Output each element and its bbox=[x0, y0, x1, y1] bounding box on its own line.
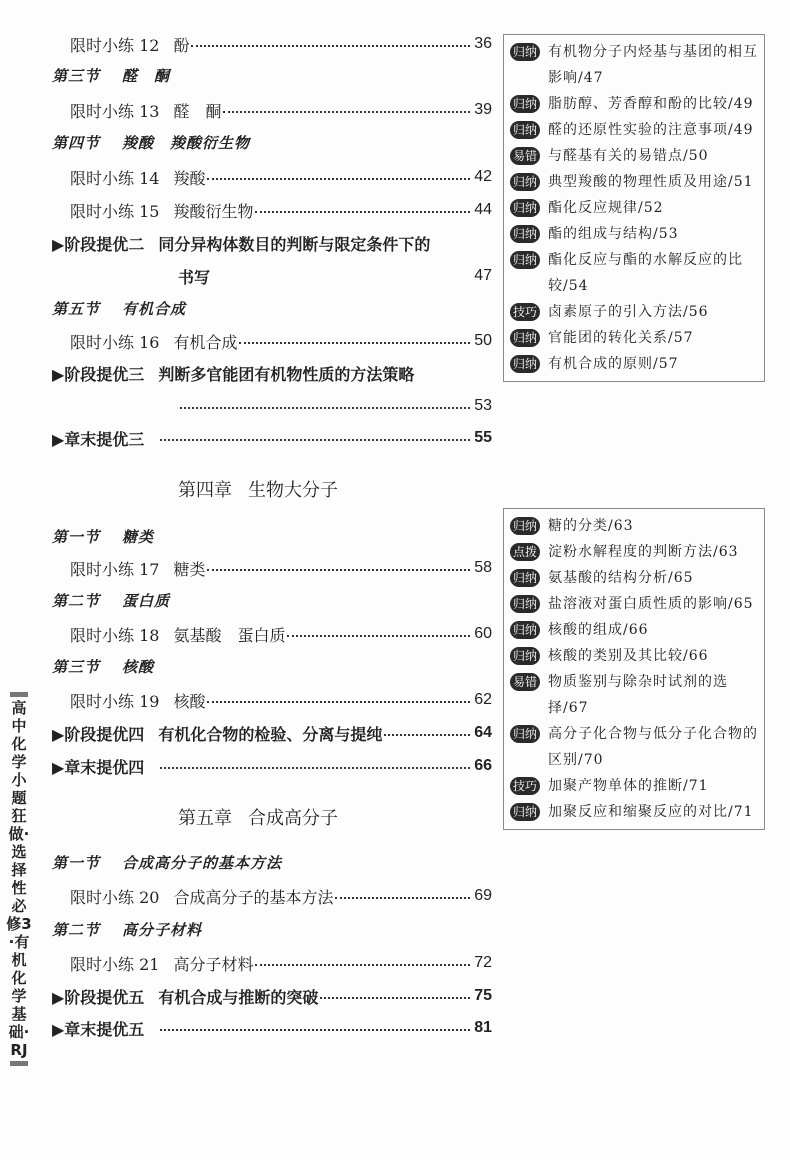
exercise-entry[interactable] bbox=[70, 196, 492, 224]
tip-tag-badge: 易错 bbox=[510, 673, 540, 691]
page-number: 44 bbox=[474, 201, 492, 218]
tip-item[interactable] bbox=[510, 195, 758, 221]
heading-title: 糖类 bbox=[122, 528, 155, 546]
section-heading bbox=[52, 656, 154, 677]
stage-entry[interactable] bbox=[52, 1014, 492, 1042]
tip-item[interactable] bbox=[510, 539, 758, 565]
heading-number: 第一节 bbox=[52, 854, 101, 872]
tip-text: 淀粉水解程度的判断方法/63 bbox=[548, 544, 739, 560]
heading-number: 第三节 bbox=[52, 67, 101, 85]
tip-item[interactable] bbox=[510, 669, 758, 721]
stage-entry[interactable] bbox=[52, 719, 492, 747]
tip-tag-badge: 归纳 bbox=[510, 43, 540, 61]
entry-title: 有机化合物的检验、分离与提纯 bbox=[158, 724, 383, 744]
dot-leader bbox=[160, 439, 470, 441]
exercise-entry[interactable] bbox=[70, 96, 492, 124]
stage-entry[interactable] bbox=[52, 752, 492, 780]
entry-title: 羧酸衍生物 bbox=[173, 201, 254, 221]
tip-tag-badge: 归纳 bbox=[510, 595, 540, 613]
entry-label: 限时小练 17 bbox=[70, 559, 160, 579]
tip-text: 高分子化合物与低分子化合物的区别/70 bbox=[548, 726, 759, 768]
entry-label: ▶章末提优四 bbox=[52, 757, 145, 777]
dot-leader bbox=[207, 569, 470, 571]
dot-leader bbox=[287, 635, 470, 637]
dot-leader bbox=[255, 964, 470, 966]
heading-number: 第二节 bbox=[52, 921, 101, 939]
tip-tag-badge: 归纳 bbox=[510, 225, 540, 243]
entry-title: 有机合成 bbox=[173, 332, 238, 352]
tips-box-2 bbox=[503, 508, 765, 830]
entry-title: 判断多官能团有机物性质的方法策略 bbox=[158, 364, 415, 384]
section-heading bbox=[52, 298, 186, 319]
page-number: 58 bbox=[474, 559, 492, 576]
tip-text: 酯化反应与酯的水解反应的比较/54 bbox=[548, 252, 744, 294]
tip-item[interactable] bbox=[510, 773, 758, 799]
page-number: 62 bbox=[474, 691, 492, 708]
page-number: 69 bbox=[474, 887, 492, 904]
tip-item[interactable] bbox=[510, 565, 758, 591]
tip-item[interactable] bbox=[510, 799, 758, 825]
dot-leader bbox=[191, 45, 470, 47]
heading-number: 第三节 bbox=[52, 658, 101, 676]
dot-leader bbox=[335, 897, 470, 899]
tip-item[interactable] bbox=[510, 143, 758, 169]
tip-text: 加聚产物单体的推断/71 bbox=[548, 778, 709, 794]
dot-leader bbox=[320, 997, 470, 999]
tip-text: 加聚反应和缩聚反应的对比/71 bbox=[548, 804, 754, 820]
tip-text: 有机合成的原则/57 bbox=[548, 356, 679, 372]
section-heading bbox=[52, 919, 202, 940]
stage-entry[interactable] bbox=[52, 982, 492, 1010]
exercise-entry[interactable] bbox=[70, 686, 492, 714]
tip-tag-badge: 归纳 bbox=[510, 355, 540, 373]
dot-leader bbox=[180, 407, 470, 409]
dot-leader bbox=[160, 767, 470, 769]
tip-text: 核酸的组成/66 bbox=[548, 622, 649, 638]
entry-title: 同分异构体数目的判断与限定条件下的 bbox=[158, 234, 431, 254]
heading-title: 生物大分子 bbox=[248, 480, 338, 500]
heading-title: 核酸 bbox=[122, 658, 155, 676]
tip-tag-badge: 归纳 bbox=[510, 199, 540, 217]
tip-tag-badge: 归纳 bbox=[510, 647, 540, 665]
entry-label: 限时小练 20 bbox=[70, 887, 160, 907]
page-number: 36 bbox=[474, 35, 492, 52]
heading-number: 第五章 bbox=[178, 808, 232, 828]
exercise-entry[interactable] bbox=[70, 949, 492, 977]
entry-label: 限时小练 18 bbox=[70, 625, 160, 645]
tip-text: 醛的还原性实验的注意事项/49 bbox=[548, 122, 754, 138]
page-number: 39 bbox=[474, 101, 492, 118]
tip-item[interactable] bbox=[510, 169, 758, 195]
spine-title bbox=[6, 690, 32, 1068]
entry-title: 酚 bbox=[173, 35, 190, 55]
exercise-entry[interactable] bbox=[70, 554, 492, 582]
chapter-heading bbox=[178, 476, 338, 502]
entry-label: ▶阶段提优三 bbox=[52, 364, 145, 384]
page-number: 50 bbox=[474, 332, 492, 349]
entry-label: 限时小练 21 bbox=[70, 954, 160, 974]
tip-item[interactable] bbox=[510, 117, 758, 143]
page-number: 66 bbox=[474, 757, 492, 774]
tip-text: 脂肪醇、芳香醇和酚的比较/49 bbox=[548, 96, 754, 112]
section-heading bbox=[52, 132, 250, 153]
page-number: 60 bbox=[474, 625, 492, 642]
heading-title: 有机合成 bbox=[122, 300, 187, 318]
section-heading bbox=[52, 526, 154, 547]
exercise-entry[interactable] bbox=[70, 882, 492, 910]
tip-text: 酯的组成与结构/53 bbox=[548, 226, 679, 242]
entry-title: 氨基酸 蛋白质 bbox=[173, 625, 286, 645]
spine-bar bbox=[10, 692, 28, 697]
spine-text: 高中化学 小题狂做·选择性必修3·有机化学基础·RJ bbox=[6, 699, 32, 1059]
heading-title: 合成高分子的基本方法 bbox=[122, 854, 283, 872]
entry-label: 限时小练 13 bbox=[70, 101, 160, 121]
tip-text: 有机物分子内烃基与基团的相互影响/47 bbox=[548, 44, 759, 86]
exercise-entry[interactable] bbox=[70, 30, 492, 58]
heading-title: 蛋白质 bbox=[122, 592, 171, 610]
heading-number: 第四章 bbox=[178, 480, 232, 500]
heading-title: 羧酸 羧酸衍生物 bbox=[122, 134, 251, 152]
tip-item[interactable] bbox=[510, 91, 758, 117]
tip-tag-badge: 点拨 bbox=[510, 543, 540, 561]
tip-tag-badge: 归纳 bbox=[510, 329, 540, 347]
entry-label: 限时小练 19 bbox=[70, 691, 160, 711]
tip-text: 卤素原子的引入方法/56 bbox=[548, 304, 709, 320]
stage-entry[interactable] bbox=[52, 424, 492, 452]
tips-box-1 bbox=[503, 34, 765, 382]
heading-title: 醛 酮 bbox=[122, 67, 171, 85]
entry-title: 核酸 bbox=[173, 691, 206, 711]
tip-item[interactable] bbox=[510, 617, 758, 643]
tip-item[interactable] bbox=[510, 591, 758, 617]
entry-title: 有机合成与推断的突破 bbox=[158, 987, 319, 1007]
section-heading bbox=[52, 590, 170, 611]
heading-number: 第一节 bbox=[52, 528, 101, 546]
tip-tag-badge: 归纳 bbox=[510, 621, 540, 639]
tip-item[interactable] bbox=[510, 721, 758, 773]
spine-bar bbox=[10, 1061, 28, 1066]
tip-item[interactable] bbox=[510, 247, 758, 299]
tip-item[interactable] bbox=[510, 513, 758, 539]
tip-item[interactable] bbox=[510, 299, 758, 325]
entry-label: ▶阶段提优五 bbox=[52, 987, 145, 1007]
tip-tag-badge: 归纳 bbox=[510, 725, 540, 743]
tip-text: 酯化反应规律/52 bbox=[548, 200, 664, 216]
tip-text: 典型羧酸的物理性质及用途/51 bbox=[548, 174, 754, 190]
entry-title: 合成高分子的基本方法 bbox=[173, 887, 334, 907]
page-number: 42 bbox=[474, 168, 492, 185]
exercise-entry[interactable] bbox=[70, 327, 492, 355]
entry-label: ▶章末提优三 bbox=[52, 429, 145, 449]
section-heading bbox=[52, 65, 170, 86]
tip-text: 官能团的转化关系/57 bbox=[548, 330, 694, 346]
tip-tag-badge: 归纳 bbox=[510, 121, 540, 139]
tip-text: 与醛基有关的易错点/50 bbox=[548, 148, 709, 164]
tip-tag-badge: 归纳 bbox=[510, 95, 540, 113]
chapter-heading bbox=[178, 804, 338, 830]
tip-tag-badge: 归纳 bbox=[510, 173, 540, 191]
tip-text: 盐溶液对蛋白质性质的影响/65 bbox=[548, 596, 754, 612]
tip-text: 糖的分类/63 bbox=[548, 518, 634, 534]
tip-tag-badge: 技巧 bbox=[510, 303, 540, 321]
entry-label: ▶章末提优五 bbox=[52, 1019, 145, 1039]
stage-entry[interactable] bbox=[52, 359, 414, 387]
tip-item[interactable] bbox=[510, 221, 758, 247]
dot-leader bbox=[239, 342, 470, 344]
section-heading bbox=[52, 852, 282, 873]
entry-title: 醛 酮 bbox=[173, 101, 222, 121]
stage-entry-continued[interactable] bbox=[178, 392, 492, 420]
heading-number: 第二节 bbox=[52, 592, 101, 610]
entry-label: 限时小练 14 bbox=[70, 168, 160, 188]
entry-label: 限时小练 15 bbox=[70, 201, 160, 221]
exercise-entry[interactable] bbox=[70, 163, 492, 191]
entry-label: 限时小练 16 bbox=[70, 332, 160, 352]
page-number: 64 bbox=[474, 724, 492, 741]
entry-label: ▶阶段提优四 bbox=[52, 724, 145, 744]
stage-entry[interactable] bbox=[52, 229, 430, 257]
stage-entry-continued[interactable] bbox=[178, 262, 492, 290]
tip-tag-badge: 易错 bbox=[510, 147, 540, 165]
dot-leader bbox=[255, 211, 470, 213]
tip-item[interactable] bbox=[510, 39, 758, 91]
tip-tag-badge: 归纳 bbox=[510, 517, 540, 535]
tip-item[interactable] bbox=[510, 351, 758, 377]
dot-leader bbox=[207, 701, 470, 703]
page-number: 55 bbox=[474, 429, 492, 446]
entry-title: 糖类 bbox=[173, 559, 206, 579]
exercise-entry[interactable] bbox=[70, 620, 492, 648]
dot-leader bbox=[384, 734, 470, 736]
tip-text: 核酸的类别及其比较/66 bbox=[548, 648, 709, 664]
dot-leader bbox=[207, 178, 470, 180]
tip-text: 物质鉴别与除杂时试剂的选择/67 bbox=[548, 674, 729, 716]
heading-number: 第四节 bbox=[52, 134, 101, 152]
tip-tag-badge: 归纳 bbox=[510, 803, 540, 821]
tip-tag-badge: 归纳 bbox=[510, 251, 540, 269]
entry-label: 限时小练 12 bbox=[70, 35, 160, 55]
entry-label: ▶阶段提优二 bbox=[52, 234, 145, 254]
tip-item[interactable] bbox=[510, 643, 758, 669]
page-number: 75 bbox=[474, 987, 492, 1004]
dot-leader bbox=[223, 111, 470, 113]
entry-title: 羧酸 bbox=[173, 168, 206, 188]
entry-title: 书写 bbox=[178, 267, 211, 287]
heading-title: 高分子材料 bbox=[122, 921, 203, 939]
page-number: 53 bbox=[474, 397, 492, 414]
tip-item[interactable] bbox=[510, 325, 758, 351]
page-number: 81 bbox=[474, 1019, 492, 1036]
entry-title: 高分子材料 bbox=[173, 954, 254, 974]
heading-number: 第五节 bbox=[52, 300, 101, 318]
tip-tag-badge: 技巧 bbox=[510, 777, 540, 795]
dot-leader bbox=[160, 1029, 470, 1031]
tip-text: 氨基酸的结构分析/65 bbox=[548, 570, 694, 586]
tip-tag-badge: 归纳 bbox=[510, 569, 540, 587]
heading-title: 合成高分子 bbox=[248, 808, 338, 828]
page-number: 72 bbox=[474, 954, 492, 971]
page-number: 47 bbox=[474, 267, 492, 284]
